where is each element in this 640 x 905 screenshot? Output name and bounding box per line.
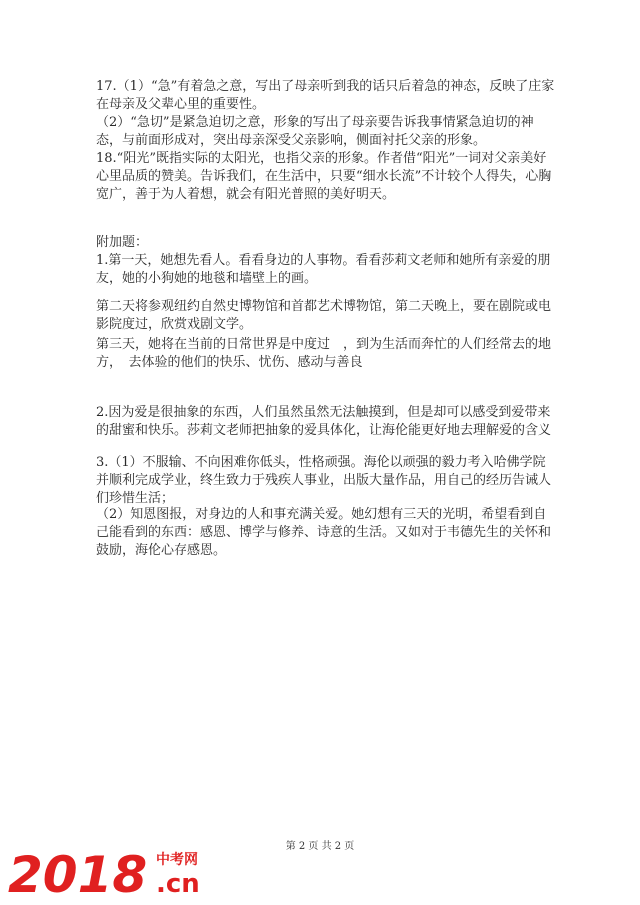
answer-17-part2: （2）“急切”是紧急迫切之意，形象的写出了母亲要告诉我事情紧急迫切的神态，与前面形成对，突出母亲深受父亲影响，侧面衬托父亲的形象。 xyxy=(96,115,534,148)
site-logo-watermark xyxy=(6,840,226,900)
page-number-footer: 第 2 页 共 2 页 xyxy=(285,841,355,852)
appendix-answer-2: 2.因为爱是很抽象的东西，人们虽然虽然无法触摸到，但是却可以感受到爱带来的甜蜜和快乐。莎莉文老师把抽象的爱具体化，让海伦能更好地去理解爱的含义 xyxy=(96,405,552,438)
answer-17-part1: 17.（1）“急”有着急之意，写出了母亲听到我的话只后着急的神态，反映了庄家在母亲及父辈心里的重要性。 xyxy=(96,79,555,112)
appendix-answer-1-day2: 第二天将参观纽约自然史博物馆和首都艺术博物馆，第二天晚上，要在剧院或电影院度过，欣赏戏剧文学。 xyxy=(96,299,552,332)
appendix-answer-1-day3: 第三天，她将在当前的日常世界是中度过 ，到为生活而奔忙的人们经常去的地方， 去体验的他们的快乐、忧伤、感动与善良 xyxy=(96,337,552,370)
logo-number: 2018 xyxy=(8,846,148,900)
answer-18: 18.“阳光”既指实际的太阳光，也指父亲的形象。作者借“阳光”一词对父亲美好心里品质的赞美。告诉我们，在生活中，只要“细水长流”不计较个人得失，心胸宽广，善于为人着想，就会有阳光普照的美好明天。 xyxy=(96,151,552,202)
logo-tag: 中考网 xyxy=(156,852,198,868)
appendix-answer-1-day1: 1.第一天，她想先看人。看看身边的人事物。看看莎莉文老师和她所有亲爱的朋友，她的小狗她的地毯和墙壁上的画。 xyxy=(96,253,551,286)
appendix-answer-3-part2: （2）知恩图报，对身边的人和事充满关爱。她幻想有三天的光明，希望看到自己能看到的东西：感恩、博学与修养、诗意的生活。又如对于韦德先生的关怀和鼓励，海伦心存感恩。 xyxy=(96,507,552,558)
appendix-heading: 附加题： xyxy=(96,235,149,250)
logo-suffix: .cn xyxy=(156,869,200,899)
appendix-answer-3-part1: 3.（1）不服输、不向困难你低头，性格顽强。海伦以顽强的毅力考入哈佛学院并顺利完成学业，终生致力于残疾人事业，出版大量作品，用自己的经历告诫人们珍惜生活； xyxy=(96,455,552,506)
